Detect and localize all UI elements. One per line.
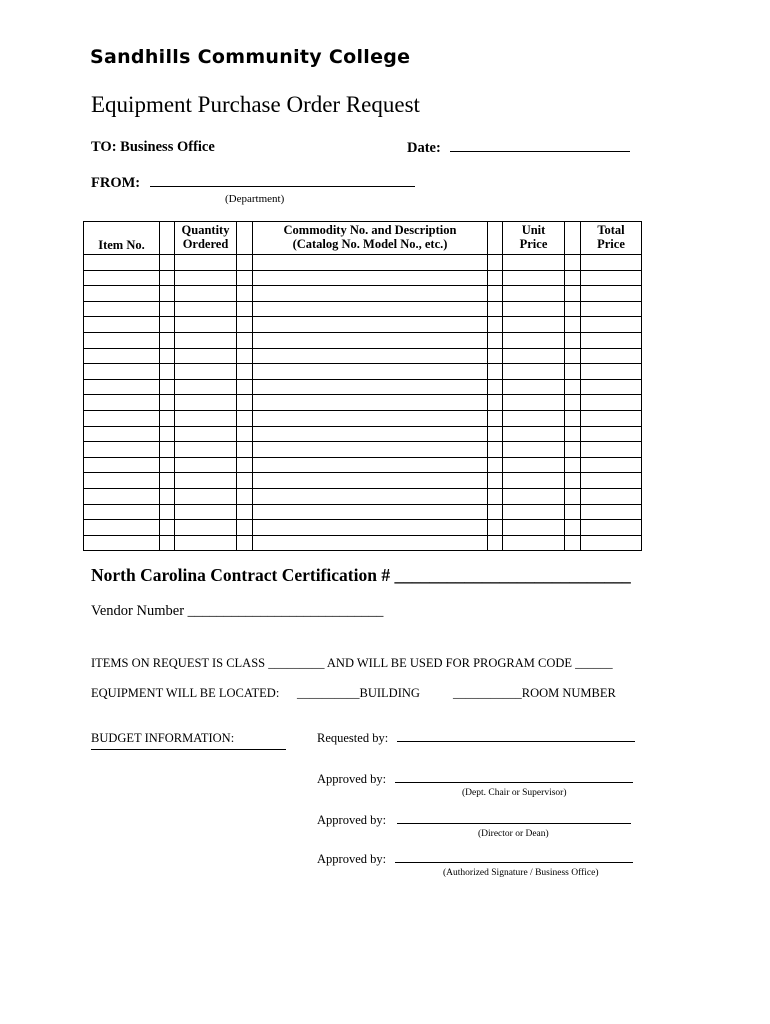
table-cell[interactable] — [175, 410, 237, 426]
table-row — [84, 535, 642, 551]
table-cell[interactable] — [84, 488, 160, 504]
approved-by-2-label: Approved by: — [317, 813, 387, 827]
from-line[interactable] — [150, 174, 415, 187]
table-row — [84, 488, 642, 504]
table-cell[interactable] — [253, 488, 488, 504]
table-cell[interactable] — [565, 301, 581, 317]
table-cell[interactable] — [253, 348, 488, 364]
table-cell[interactable] — [237, 442, 253, 458]
table-cell[interactable] — [488, 255, 503, 271]
table-cell[interactable] — [488, 410, 503, 426]
table-cell[interactable] — [237, 457, 253, 473]
table-cell[interactable] — [237, 270, 253, 286]
col-quantity-line1: Quantity — [181, 223, 230, 237]
table-cell[interactable] — [253, 395, 488, 411]
table-cell[interactable] — [160, 504, 175, 520]
table-cell[interactable] — [160, 348, 175, 364]
table-cell[interactable] — [503, 317, 565, 333]
located-label: EQUIPMENT WILL BE LOCATED: — [91, 686, 280, 700]
table-cell[interactable] — [84, 457, 160, 473]
table-cell[interactable] — [160, 442, 175, 458]
table-row — [84, 410, 642, 426]
table-cell[interactable] — [581, 379, 642, 395]
table-row — [84, 364, 642, 380]
table-cell[interactable] — [253, 379, 488, 395]
table-cell[interactable] — [160, 379, 175, 395]
table-row — [84, 301, 642, 317]
table-cell[interactable] — [160, 332, 175, 348]
col-item-no: Item No. — [84, 222, 160, 255]
date-label: Date: — [407, 140, 441, 156]
table-cell[interactable] — [488, 270, 503, 286]
table-cell[interactable] — [160, 364, 175, 380]
room-number-field: ___________ROOM NUMBER — [453, 686, 616, 700]
table-cell[interactable] — [488, 535, 503, 551]
table-cell[interactable] — [237, 395, 253, 411]
table-cell[interactable] — [253, 410, 488, 426]
table-cell[interactable] — [253, 286, 488, 302]
approved-by-2-caption: (Director or Dean) — [478, 829, 549, 839]
table-row — [84, 317, 642, 333]
table-cell[interactable] — [160, 457, 175, 473]
table-cell[interactable] — [581, 442, 642, 458]
table-cell[interactable] — [503, 395, 565, 411]
table-cell[interactable] — [237, 348, 253, 364]
requested-by-field — [317, 731, 635, 746]
class-program-line: ITEMS ON REQUEST IS CLASS _________ AND WILL BE USED FOR PROGRAM CODE ______ — [91, 656, 613, 670]
requested-by-label: Requested by: — [317, 731, 389, 745]
table-cell[interactable] — [237, 286, 253, 302]
table-cell[interactable] — [488, 348, 503, 364]
requested-by-line[interactable] — [397, 731, 635, 742]
approved-by-3-caption: (Authorized Signature / Business Office) — [443, 868, 599, 878]
table-cell[interactable] — [565, 364, 581, 380]
approved-by-2-field — [317, 813, 631, 828]
table-cell[interactable] — [175, 426, 237, 442]
table-cell[interactable] — [175, 504, 237, 520]
table-cell[interactable] — [253, 317, 488, 333]
table-cell[interactable] — [565, 504, 581, 520]
table-cell[interactable] — [237, 520, 253, 536]
table-cell[interactable] — [84, 332, 160, 348]
table-cell[interactable] — [565, 270, 581, 286]
table-cell[interactable] — [488, 426, 503, 442]
col-spacer — [160, 222, 175, 255]
table-cell[interactable] — [503, 348, 565, 364]
table-cell[interactable] — [175, 520, 237, 536]
table-cell[interactable] — [160, 301, 175, 317]
table-cell[interactable] — [175, 301, 237, 317]
table-cell[interactable] — [160, 426, 175, 442]
table-cell[interactable] — [565, 457, 581, 473]
page-title: Equipment Purchase Order Request — [91, 92, 420, 117]
table-cell[interactable] — [84, 348, 160, 364]
table-cell[interactable] — [503, 270, 565, 286]
table-cell[interactable] — [565, 379, 581, 395]
college-name: Sandhills Community College — [90, 46, 411, 68]
department-caption: (Department) — [225, 193, 285, 205]
table-cell[interactable] — [581, 473, 642, 489]
table-cell[interactable] — [565, 426, 581, 442]
table-cell[interactable] — [175, 348, 237, 364]
approved-by-2-line[interactable] — [397, 813, 631, 824]
table-cell[interactable] — [565, 348, 581, 364]
table-row — [84, 473, 642, 489]
table-cell[interactable] — [581, 504, 642, 520]
table-cell[interactable] — [581, 286, 642, 302]
table-cell[interactable] — [175, 442, 237, 458]
table-cell[interactable] — [565, 332, 581, 348]
date-line[interactable] — [450, 139, 630, 152]
table-cell[interactable] — [503, 364, 565, 380]
col-quantity — [175, 222, 237, 255]
col-total-price-line2: Price — [597, 237, 625, 251]
from-field — [91, 174, 415, 192]
col-quantity-line2: Ordered — [182, 237, 229, 251]
table-cell[interactable] — [581, 364, 642, 380]
table-cell[interactable] — [84, 270, 160, 286]
table-cell[interactable] — [581, 410, 642, 426]
budget-label: BUDGET INFORMATION: — [91, 731, 235, 745]
table-cell[interactable] — [488, 301, 503, 317]
table-row — [84, 457, 642, 473]
table-cell[interactable] — [503, 535, 565, 551]
date-field — [407, 139, 630, 157]
table-cell[interactable] — [237, 301, 253, 317]
table-cell[interactable] — [503, 473, 565, 489]
table-cell[interactable] — [253, 364, 488, 380]
table-cell[interactable] — [160, 473, 175, 489]
table-row — [84, 348, 642, 364]
approved-by-1-field — [317, 772, 633, 787]
table-cell[interactable] — [175, 332, 237, 348]
approved-by-3-label: Approved by: — [317, 852, 387, 866]
table-row — [84, 426, 642, 442]
table-row — [84, 332, 642, 348]
table-cell[interactable] — [237, 410, 253, 426]
table-cell[interactable] — [503, 286, 565, 302]
table-cell[interactable] — [581, 395, 642, 411]
table-cell[interactable] — [160, 410, 175, 426]
table-cell[interactable] — [84, 473, 160, 489]
table-cell[interactable] — [175, 286, 237, 302]
table-cell[interactable] — [503, 520, 565, 536]
table-cell[interactable] — [581, 301, 642, 317]
table-cell[interactable] — [237, 255, 253, 271]
table-cell[interactable] — [160, 270, 175, 286]
table-cell[interactable] — [253, 520, 488, 536]
approved-by-1-line[interactable] — [395, 772, 633, 783]
table-cell[interactable] — [84, 395, 160, 411]
table-cell[interactable] — [84, 255, 160, 271]
table-cell[interactable] — [84, 520, 160, 536]
table-cell[interactable] — [488, 504, 503, 520]
table-cell[interactable] — [175, 270, 237, 286]
table-cell[interactable] — [175, 379, 237, 395]
table-cell[interactable] — [488, 379, 503, 395]
table-cell[interactable] — [503, 301, 565, 317]
table-cell[interactable] — [488, 317, 503, 333]
table-cell[interactable] — [237, 504, 253, 520]
table-cell[interactable] — [581, 488, 642, 504]
table-cell[interactable] — [565, 520, 581, 536]
table-cell[interactable] — [175, 364, 237, 380]
table-cell[interactable] — [581, 426, 642, 442]
approved-by-3-line[interactable] — [395, 852, 633, 863]
table-row — [84, 395, 642, 411]
table-cell[interactable] — [581, 348, 642, 364]
table-cell[interactable] — [565, 395, 581, 411]
table-cell[interactable] — [503, 379, 565, 395]
table-cell[interactable] — [237, 379, 253, 395]
table-cell[interactable] — [253, 442, 488, 458]
table-cell[interactable] — [565, 473, 581, 489]
table-cell[interactable] — [581, 255, 642, 271]
table-cell[interactable] — [160, 488, 175, 504]
approved-by-3-field — [317, 852, 633, 867]
table-cell[interactable] — [565, 488, 581, 504]
col-description-line2: (Catalog No. Model No., etc.) — [292, 237, 448, 251]
budget-line[interactable] — [91, 749, 286, 750]
table-cell[interactable] — [581, 332, 642, 348]
table-row — [84, 286, 642, 302]
table-cell[interactable] — [581, 270, 642, 286]
table-cell[interactable] — [488, 395, 503, 411]
col-unit-price-line1: Unit — [521, 223, 546, 237]
col-spacer — [488, 222, 503, 255]
table-row — [84, 270, 642, 286]
table-cell[interactable] — [175, 457, 237, 473]
table-cell[interactable] — [488, 364, 503, 380]
table-cell[interactable] — [175, 473, 237, 489]
table-header-row — [84, 222, 642, 255]
table-cell[interactable] — [237, 535, 253, 551]
col-unit-price — [503, 222, 565, 255]
col-spacer — [565, 222, 581, 255]
col-description-line1: Commodity No. and Description — [283, 223, 457, 237]
table-cell[interactable] — [253, 270, 488, 286]
table-cell[interactable] — [488, 473, 503, 489]
table-cell[interactable] — [84, 442, 160, 458]
col-total-price — [581, 222, 642, 255]
table-row — [84, 504, 642, 520]
table-cell[interactable] — [175, 395, 237, 411]
table-cell[interactable] — [503, 332, 565, 348]
col-unit-price-line2: Price — [519, 237, 548, 251]
table-cell[interactable] — [503, 426, 565, 442]
table-cell[interactable] — [84, 317, 160, 333]
table-cell[interactable] — [565, 255, 581, 271]
table-cell[interactable] — [84, 364, 160, 380]
table-row — [84, 255, 642, 271]
col-description — [253, 222, 488, 255]
col-spacer — [237, 222, 253, 255]
table-cell[interactable] — [175, 255, 237, 271]
table-cell[interactable] — [84, 301, 160, 317]
table-cell[interactable] — [253, 504, 488, 520]
table-cell[interactable] — [175, 488, 237, 504]
table-cell[interactable] — [581, 520, 642, 536]
approved-by-1-label: Approved by: — [317, 772, 387, 786]
table-cell[interactable] — [253, 457, 488, 473]
table-cell[interactable] — [175, 317, 237, 333]
table-cell[interactable] — [503, 442, 565, 458]
table-cell[interactable] — [503, 504, 565, 520]
table-cell[interactable] — [488, 457, 503, 473]
table-cell[interactable] — [503, 410, 565, 426]
table-cell[interactable] — [253, 255, 488, 271]
table-cell[interactable] — [488, 286, 503, 302]
table-cell[interactable] — [488, 332, 503, 348]
table-cell[interactable] — [237, 317, 253, 333]
table-cell[interactable] — [160, 317, 175, 333]
table-cell[interactable] — [160, 520, 175, 536]
table-cell[interactable] — [84, 535, 160, 551]
table-cell[interactable] — [503, 488, 565, 504]
table-cell[interactable] — [253, 301, 488, 317]
table-cell[interactable] — [160, 286, 175, 302]
table-cell[interactable] — [237, 488, 253, 504]
table-row — [84, 379, 642, 395]
table-cell[interactable] — [488, 488, 503, 504]
table-cell[interactable] — [565, 410, 581, 426]
table-cell[interactable] — [565, 286, 581, 302]
table-cell[interactable] — [160, 535, 175, 551]
table-cell[interactable] — [84, 410, 160, 426]
table-cell[interactable] — [581, 535, 642, 551]
table-cell[interactable] — [565, 535, 581, 551]
from-label: FROM: — [91, 175, 141, 191]
table-cell[interactable] — [160, 395, 175, 411]
table-cell[interactable] — [253, 473, 488, 489]
col-total-price-line1: Total — [597, 223, 625, 237]
table-cell[interactable] — [565, 317, 581, 333]
table-cell[interactable] — [503, 457, 565, 473]
table-cell[interactable] — [565, 442, 581, 458]
table-cell[interactable] — [84, 286, 160, 302]
vendor-number: Vendor Number ___________________________ — [91, 603, 384, 619]
table-cell[interactable] — [253, 332, 488, 348]
table-cell[interactable] — [581, 457, 642, 473]
table-cell[interactable] — [253, 426, 488, 442]
approved-by-1-caption: (Dept. Chair or Supervisor) — [462, 788, 567, 798]
table-cell[interactable] — [160, 255, 175, 271]
table-row — [84, 442, 642, 458]
table-cell[interactable] — [581, 317, 642, 333]
table-cell[interactable] — [237, 426, 253, 442]
table-cell[interactable] — [253, 535, 488, 551]
table-cell[interactable] — [488, 442, 503, 458]
table-cell[interactable] — [175, 535, 237, 551]
to-label: TO: Business Office — [91, 139, 215, 155]
building-field: __________BUILDING — [297, 686, 420, 700]
table-row — [84, 520, 642, 536]
table-cell[interactable] — [84, 379, 160, 395]
table-cell[interactable] — [488, 520, 503, 536]
table-cell[interactable] — [84, 426, 160, 442]
items-table — [83, 221, 642, 551]
table-cell[interactable] — [503, 255, 565, 271]
nc-contract-certification: North Carolina Contract Certification # ___________________________ — [91, 565, 631, 585]
table-cell[interactable] — [237, 364, 253, 380]
table-cell[interactable] — [237, 332, 253, 348]
table-cell[interactable] — [237, 473, 253, 489]
table-cell[interactable] — [84, 504, 160, 520]
